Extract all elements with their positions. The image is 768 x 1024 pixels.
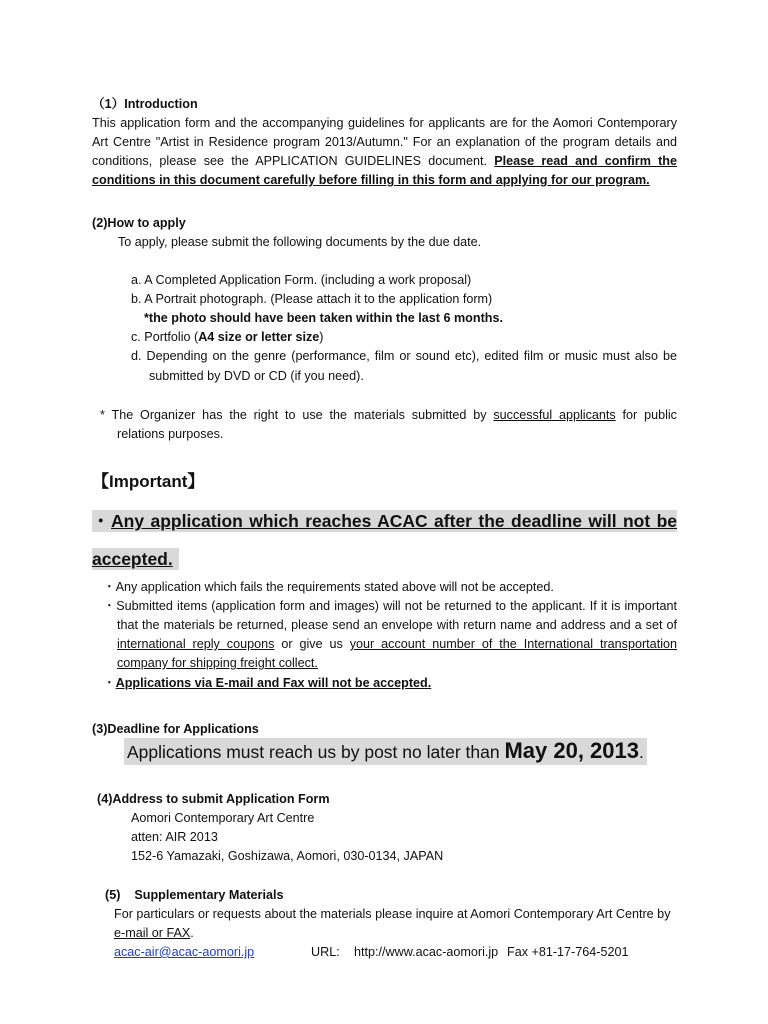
- reply-coupons-text: international reply coupons: [117, 637, 275, 651]
- supplementary-line-1: For particulars or requests about the materials please inquire at Aomori Contemporary Art Centre by: [114, 907, 671, 921]
- website-url[interactable]: http://www.acac-aomori.jp: [354, 945, 499, 959]
- important-main-bullet: ・: [92, 511, 112, 531]
- intro-line-1: This application form and the accompanying guidelines for applicants are for the Aomori Contemporary: [92, 116, 677, 130]
- supplementary-line-2: [114, 924, 194, 943]
- important-bullet-2-line-4: company for shipping freight collect.: [117, 656, 318, 670]
- intro-heading: （1）Introduction: [92, 97, 198, 111]
- apply-item-b: b. A Portrait photograph. (Please attach it to the application form): [131, 292, 493, 306]
- organizer-note-line-2: relations purposes.: [117, 427, 224, 441]
- supplementary-line-2-suffix: .: [190, 926, 194, 940]
- organizer-note-prefix: * The Organizer has the right to use the materials submitted by: [100, 408, 494, 422]
- important-main-line-2: [92, 548, 179, 570]
- email-or-fax-text: e-mail or FAX: [114, 926, 191, 940]
- deadline-statement: [124, 738, 647, 765]
- deadline-text: Applications must reach us by post no later than: [127, 742, 505, 762]
- important-bullet-3: [103, 674, 431, 693]
- organizer-note-suffix: for public: [615, 408, 677, 422]
- deadline-heading: (3)Deadline for Applications: [92, 722, 259, 736]
- important-main-text-2: accepted.: [92, 549, 173, 569]
- intro-line-2: Art Centre "Artist in Residence program 2013/Autumn." For an explanation of the program details and: [92, 135, 677, 149]
- deadline-period: .: [638, 742, 644, 762]
- apply-item-c: [131, 328, 323, 347]
- how-to-apply-heading: (2)How to apply: [92, 216, 186, 230]
- fax-number: Fax +81-17-764-5201: [507, 945, 629, 959]
- how-to-apply-intro: To apply, please submit the following documents by the due date.: [118, 235, 482, 249]
- bullet-2-middle-text: or give us: [274, 637, 350, 651]
- intro-line-3: [92, 152, 677, 171]
- address-line-1: Aomori Contemporary Art Centre: [131, 811, 315, 825]
- apply-item-c-size: A4 size or letter size: [198, 330, 320, 344]
- address-line-3: 152-6 Yamazaki, Goshizawa, Aomori, 030-0134, JAPAN: [131, 849, 444, 863]
- apply-item-b-note: *the photo should have been taken within the last 6 months.: [144, 311, 503, 325]
- important-main-text-1: Any application which reaches ACAC after the deadline will not be: [111, 511, 678, 531]
- important-bullet-3-text: Applications via E-mail and Fax will not be accepted.: [115, 676, 432, 690]
- apply-item-c-prefix: c. Portfolio (: [131, 330, 199, 344]
- important-main-line-1: [92, 510, 677, 532]
- important-bullet-2-line-1: ・Submitted items (application form and images) will not be returned to the applicant. If it is important: [103, 599, 677, 613]
- supplementary-heading: (5) Supplementary Materials: [105, 888, 284, 902]
- contact-email-link[interactable]: acac-air@acac-aomori.jp: [114, 945, 255, 959]
- important-heading: 【Important】: [92, 472, 205, 491]
- intro-emphasis-1: Please read and confirm the: [494, 154, 677, 168]
- url-label: URL:: [311, 945, 340, 959]
- apply-item-d-line-2: submitted by DVD or CD (if you need).: [149, 369, 364, 383]
- important-bullet-1: ・Any application which fails the requirements stated above will not be accepted.: [103, 580, 554, 594]
- organizer-note-line-1: [100, 406, 677, 425]
- intro-emphasis-2: conditions in this document carefully before filling in this form and applying for our program.: [92, 173, 650, 187]
- address-heading: (4)Address to submit Application Form: [97, 792, 330, 806]
- important-bullet-2-line-2: that the materials be returned, please send an envelope with return name and address and a set of: [117, 618, 677, 632]
- account-number-text: your account number of the International transportation: [349, 637, 677, 651]
- address-line-2: atten: AIR 2013: [131, 830, 218, 844]
- apply-item-d-line-1: d. Depending on the genre (performance, film or sound etc), edited film or music must also be: [131, 349, 677, 363]
- deadline-date: May 20, 2013: [504, 738, 639, 763]
- intro-line-3-text: conditions, please see the APPLICATION GUIDELINES document.: [92, 154, 495, 168]
- important-bullet-3-prefix: ・: [103, 676, 116, 690]
- apply-item-a: a. A Completed Application Form. (including a work proposal): [131, 273, 472, 287]
- important-bullet-2-line-3: [117, 635, 677, 654]
- organizer-note-underlined: successful applicants: [493, 408, 616, 422]
- apply-item-c-suffix: ): [319, 330, 324, 344]
